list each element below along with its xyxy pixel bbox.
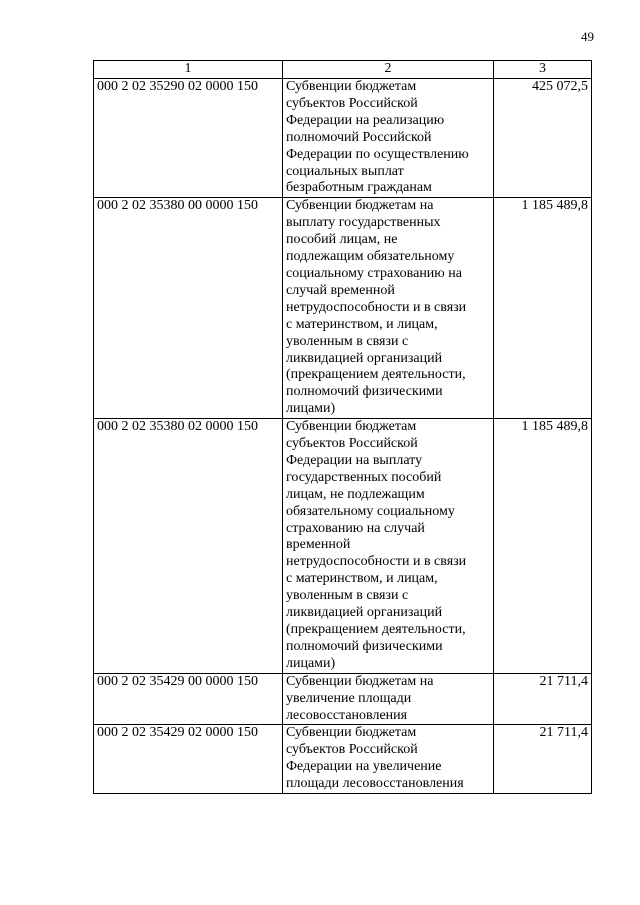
description-line: увеличение площади <box>286 690 412 706</box>
budget-code: 000 2 02 35429 00 0000 150 <box>94 673 283 725</box>
description-line: с материнством, и лицам, <box>286 316 438 332</box>
description <box>283 725 494 794</box>
description-line: ликвидацией организаций <box>286 605 443 621</box>
description-line: Субвенции бюджетам на <box>286 673 434 689</box>
description-line: выплату государственных <box>286 215 441 231</box>
table-row <box>94 198 592 419</box>
description-line: подлежащим обязательному <box>286 249 455 265</box>
budget-table <box>93 60 592 794</box>
description-line: (прекращением деятельности, <box>286 622 466 637</box>
description-line: обязательному социальному <box>286 503 455 519</box>
description-line: полномочий физическими <box>286 638 443 654</box>
description-line: полномочий Российской <box>286 129 432 145</box>
description-line: лесовосстановления <box>286 707 408 723</box>
description-line: Федерации по осуществлению <box>286 146 469 162</box>
description-line: временной <box>286 537 351 553</box>
description-line: социальному страхованию на <box>286 265 462 281</box>
description-line: случай временной <box>286 282 395 298</box>
table-row <box>94 673 592 725</box>
column-header-2: 2 <box>283 61 494 79</box>
column-header-3: 3 <box>494 61 592 79</box>
description-line: (прекращением деятельности, <box>286 367 466 383</box>
description-line: пособий лицам, не <box>286 232 398 248</box>
column-header-1: 1 <box>94 61 283 79</box>
budget-code: 000 2 02 35380 00 0000 150 <box>94 198 283 419</box>
description-line: субъектов Российской <box>286 436 418 452</box>
description-line: Субвенции бюджетам <box>286 725 417 741</box>
description-line: площади лесовосстановления <box>286 776 464 792</box>
description-line: субъектов Российской <box>286 742 418 758</box>
description-line: с материнством, и лицам, <box>286 571 438 587</box>
description-line: лицами) <box>286 401 336 417</box>
description-line: лицами) <box>286 655 336 671</box>
page-number: 49 <box>581 29 594 44</box>
header-row <box>94 61 592 79</box>
description <box>283 79 494 198</box>
amount: 1 185 489,8 <box>494 419 592 674</box>
amount: 21 711,4 <box>494 673 592 725</box>
description-line: полномочий физическими <box>286 384 443 400</box>
budget-code: 000 2 02 35429 02 0000 150 <box>94 725 283 794</box>
description-line: Федерации на увеличение <box>286 759 442 775</box>
description-line: уволенным в связи с <box>286 333 409 349</box>
amount: 1 185 489,8 <box>494 198 592 419</box>
budget-code: 000 2 02 35290 02 0000 150 <box>94 79 283 198</box>
description-line: лицам, не подлежащим <box>286 486 425 502</box>
table-row <box>94 725 592 794</box>
description-line: социальных выплат <box>286 163 404 179</box>
description-line: Федерации на реализацию <box>286 112 445 128</box>
table-row <box>94 79 592 198</box>
description <box>283 198 494 419</box>
description-line: Субвенции бюджетам <box>286 79 417 94</box>
amount: 21 711,4 <box>494 725 592 794</box>
description <box>283 419 494 674</box>
description-line: страхованию на случай <box>286 520 425 536</box>
amount: 425 072,5 <box>494 79 592 198</box>
description-line: Федерации на выплату <box>286 452 423 468</box>
description-line: уволенным в связи с <box>286 588 409 604</box>
description-line: безработным гражданам <box>286 180 432 196</box>
description-line: нетрудоспособности и в связи <box>286 299 467 315</box>
description-line: Субвенции бюджетам <box>286 419 417 435</box>
description-line: Субвенции бюджетам на <box>286 198 434 214</box>
description-line: государственных пособий <box>286 469 442 485</box>
description-line: субъектов Российской <box>286 95 418 111</box>
description-line: ликвидацией организаций <box>286 350 443 366</box>
description <box>283 673 494 725</box>
table-row <box>94 419 592 674</box>
budget-code: 000 2 02 35380 02 0000 150 <box>94 419 283 674</box>
description-line: нетрудоспособности и в связи <box>286 554 467 570</box>
